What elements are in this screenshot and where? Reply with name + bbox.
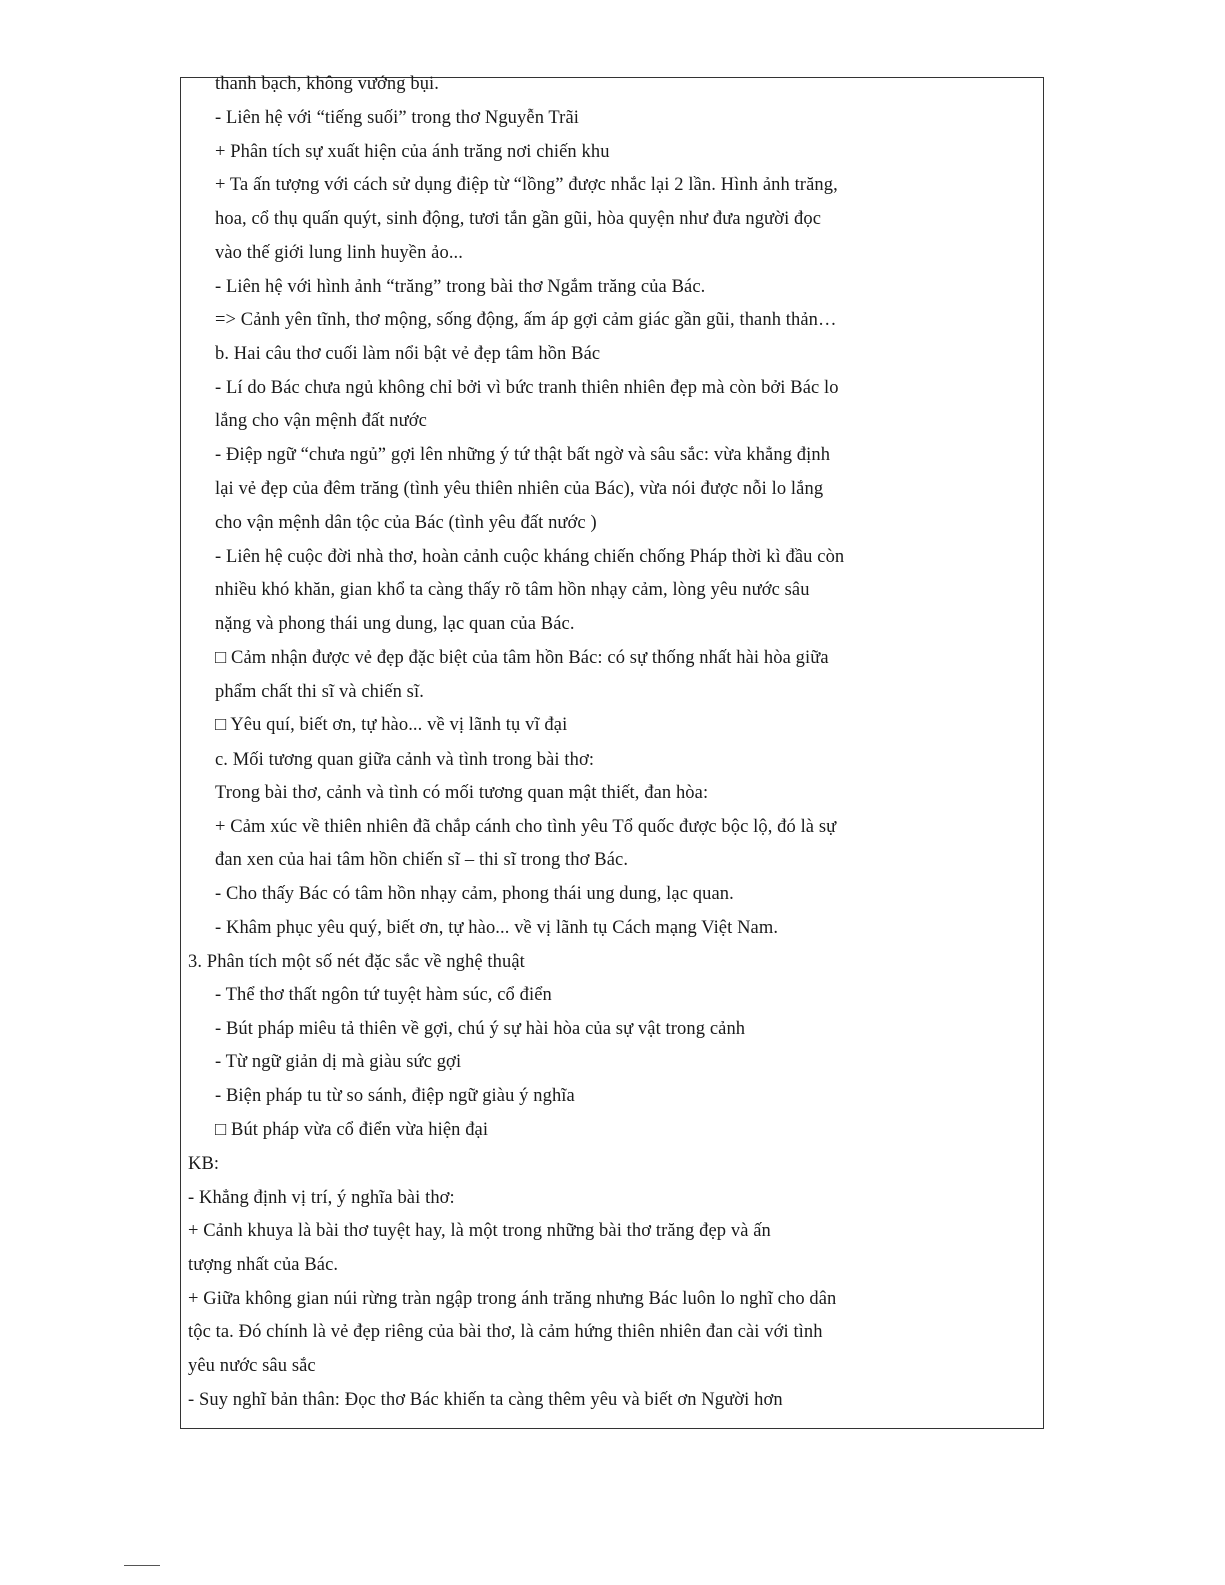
text-line: - Cho thấy Bác có tâm hồn nhạy cảm, phong thái ung dung, lạc quan.: [215, 884, 734, 904]
text-line: - Liên hệ cuộc đời nhà thơ, hoàn cảnh cuộc kháng chiến chống Pháp thời kì đầu còn: [215, 547, 845, 567]
text-line: - Điệp ngữ “chưa ngủ” gợi lên những ý tứ thật bất ngờ và sâu sắc: vừa khẳng định: [215, 445, 831, 465]
text-line: tộc ta. Đó chính là vẻ đẹp riêng của bài thơ, là cảm hứng thiên nhiên đan cài với tình: [188, 1322, 823, 1342]
text-line: - Biện pháp tu từ so sánh, điệp ngữ giàu ý nghĩa: [215, 1086, 575, 1106]
text-line: - Khẳng định vị trí, ý nghĩa bài thơ:: [188, 1188, 455, 1208]
text-line: □ Yêu quí, biết ơn, tự hào... về vị lãnh tụ vĩ đại: [215, 715, 568, 735]
text-line: - Thể thơ thất ngôn tứ tuyệt hàm súc, cổ điển: [215, 985, 552, 1005]
text-line: vào thế giới lung linh huyền ảo...: [215, 243, 463, 263]
text-line: □ Bút pháp vừa cổ điển vừa hiện đại: [215, 1120, 489, 1140]
text-line: tượng nhất của Bác.: [188, 1255, 339, 1275]
footnote-rule: [124, 1565, 160, 1566]
text-line: đan xen của hai tâm hồn chiến sĩ – thi sĩ trong thơ Bác.: [215, 850, 629, 870]
text-line: + Cảnh khuya là bài thơ tuyệt hay, là một trong những bài thơ trăng đẹp và ấn: [188, 1221, 771, 1241]
text-line: nặng và phong thái ung dung, lạc quan của Bác.: [215, 614, 575, 634]
text-line: nhiều khó khăn, gian khổ ta càng thấy rõ tâm hồn nhạy cảm, lòng yêu nước sâu: [215, 580, 810, 600]
text-line: yêu nước sâu sắc: [188, 1356, 316, 1376]
text-line: b. Hai câu thơ cuối làm nổi bật vẻ đẹp tâm hồn Bác: [215, 344, 601, 364]
text-line: thanh bạch, không vướng bụi.: [215, 74, 440, 94]
text-line: KB:: [188, 1154, 220, 1174]
text-line: phẩm chất thi sĩ và chiến sĩ.: [215, 682, 424, 702]
text-line: lại vẻ đẹp của đêm trăng (tình yêu thiên nhiên của Bác), vừa nói được nỗi lo lắng: [215, 479, 824, 499]
text-line: cho vận mệnh dân tộc của Bác (tình yêu đất nước ): [215, 513, 597, 533]
text-line: - Lí do Bác chưa ngủ không chỉ bởi vì bức tranh thiên nhiên đẹp mà còn bởi Bác lo: [215, 378, 839, 398]
text-line: c. Mối tương quan giữa cảnh và tình trong bài thơ:: [215, 750, 595, 770]
text-line: => Cảnh yên tĩnh, thơ mộng, sống động, ấm áp gợi cảm giác gần gũi, thanh thản…: [215, 310, 837, 330]
text-line: - Suy nghĩ bản thân: Đọc thơ Bác khiến ta càng thêm yêu và biết ơn Người hơn: [188, 1390, 783, 1410]
text-line: - Liên hệ với “tiếng suối” trong thơ Nguyễn Trãi: [215, 108, 579, 128]
text-line: - Bút pháp miêu tả thiên về gợi, chú ý sự hài hòa của sự vật trong cảnh: [215, 1019, 746, 1039]
text-line: - Liên hệ với hình ảnh “trăng” trong bài thơ Ngắm trăng của Bác.: [215, 277, 706, 297]
text-line: lắng cho vận mệnh đất nước: [215, 411, 427, 431]
text-line: + Giữa không gian núi rừng tràn ngập trong ánh trăng nhưng Bác luôn lo nghĩ cho dân: [188, 1289, 837, 1309]
text-line: Trong bài thơ, cảnh và tình có mối tương quan mật thiết, đan hòa:: [215, 783, 709, 803]
text-line: hoa, cổ thụ quấn quýt, sinh động, tươi tắn gần gũi, hòa quyện như đưa người đọc: [215, 209, 822, 229]
text-line: + Ta ấn tượng với cách sử dụng điệp từ “lồng” được nhắc lại 2 lần. Hình ảnh trăng,: [215, 175, 838, 195]
text-line: - Khâm phục yêu quý, biết ơn, tự hào... về vị lãnh tụ Cách mạng Việt Nam.: [215, 918, 779, 938]
text-line: + Cảm xúc về thiên nhiên đã chắp cánh cho tình yêu Tổ quốc được bộc lộ, đó là sự: [215, 817, 837, 837]
text-line: - Từ ngữ giản dị mà giàu sức gợi: [215, 1052, 462, 1072]
text-line: + Phân tích sự xuất hiện của ánh trăng nơi chiến khu: [215, 142, 610, 162]
text-line: □ Cảm nhận được vẻ đẹp đặc biệt của tâm hồn Bác: có sự thống nhất hài hòa giữa: [215, 648, 829, 668]
text-line: 3. Phân tích một số nét đặc sắc về nghệ thuật: [188, 952, 525, 972]
